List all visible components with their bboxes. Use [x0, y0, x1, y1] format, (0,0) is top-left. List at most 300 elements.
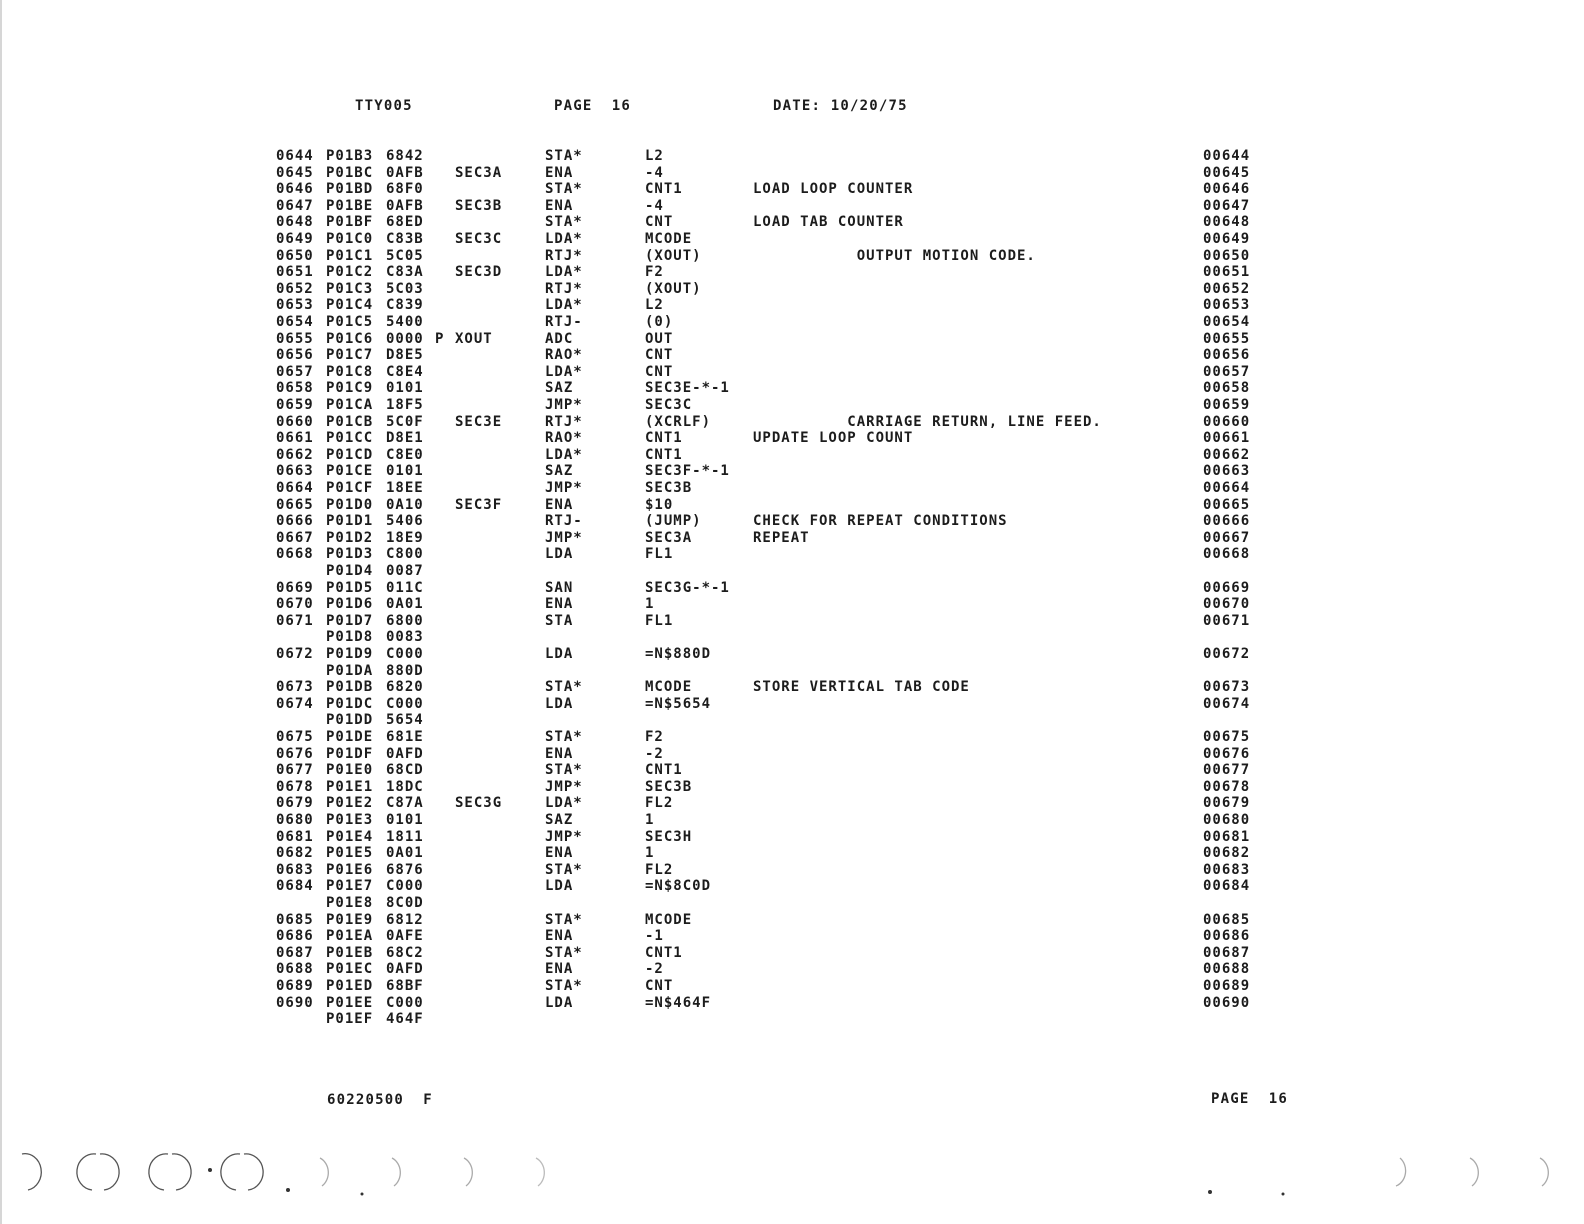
listing-code: 6820 — [386, 679, 424, 696]
listing-addr: P01D9 — [326, 646, 374, 662]
listing-operand: F2 — [645, 729, 664, 745]
listing-line: 0671 — [276, 612, 314, 629]
listing-row — [0, 264, 1584, 281]
listing-row — [0, 563, 1584, 580]
listing-operand: (XOUT) — [645, 280, 702, 297]
listing-op: JMP* — [545, 397, 583, 413]
listing-seq: 00690 — [1203, 994, 1251, 1011]
listing-row — [0, 364, 1584, 381]
listing-code: 0AFB — [386, 197, 424, 214]
header-page: PAGE 16 — [554, 98, 632, 114]
listing-addr: P01C6 — [326, 330, 374, 347]
listing-operand: =N$5654 — [645, 695, 712, 712]
listing-addr: P01E9 — [326, 911, 374, 928]
listing-seq: 00681 — [1203, 828, 1251, 845]
listing-code: C8E4 — [386, 363, 424, 380]
listing-operand: L2 — [645, 297, 664, 314]
listing-label: SEC3A — [455, 164, 503, 181]
listing-operand: -4 — [645, 164, 664, 181]
listing-line: 0655 — [276, 330, 314, 347]
listing-operand: CNT1 — [645, 430, 683, 447]
listing-row — [0, 978, 1584, 995]
listing-operand: MCODE — [645, 679, 693, 696]
listing-row — [0, 945, 1584, 962]
listing-addr: P01E4 — [326, 828, 374, 845]
listing-op: RAO* — [545, 430, 583, 447]
listing-line: 0667 — [276, 529, 314, 546]
listing-op: LDA — [545, 994, 574, 1011]
listing-seq: 00655 — [1203, 330, 1251, 347]
listing-row — [0, 380, 1584, 397]
listing-addr: P01E6 — [326, 861, 374, 878]
listing-line: 0664 — [276, 480, 314, 496]
listing-op: LDA* — [545, 231, 583, 247]
punch-hole-marks — [0, 1140, 1584, 1210]
listing-line: 0653 — [276, 297, 314, 314]
listing-row — [0, 646, 1584, 663]
listing-seq: 00649 — [1203, 231, 1251, 247]
listing-seq: 00679 — [1203, 795, 1251, 812]
listing-line: 0679 — [276, 795, 314, 812]
listing-seq: 00671 — [1203, 612, 1251, 629]
listing-seq: 00647 — [1203, 197, 1251, 214]
listing-code: 0087 — [386, 563, 424, 579]
listing-row — [0, 878, 1584, 895]
listing-operand: FL1 — [645, 612, 674, 629]
listing-op: LDA — [545, 695, 574, 712]
listing-line: 0663 — [276, 463, 314, 480]
listing-seq: 00664 — [1203, 480, 1251, 496]
listing-code: 011C — [386, 579, 424, 596]
listing-comment: OUTPUT MOTION CODE. — [753, 247, 1036, 264]
listing-line: 0654 — [276, 314, 314, 330]
listing-op: ENA — [545, 197, 574, 214]
listing-seq: 00651 — [1203, 264, 1251, 281]
listing-addr: P01D6 — [326, 596, 374, 613]
listing-code: 0AFD — [386, 961, 424, 978]
listing-op: STA* — [545, 679, 583, 696]
listing-code: 0AFD — [386, 745, 424, 762]
listing-code: 880D — [386, 662, 424, 679]
listing-addr: P01D4 — [326, 563, 374, 579]
listing-line: 0677 — [276, 762, 314, 779]
listing-comment: LOAD LOOP COUNTER — [753, 181, 914, 198]
listing-operand: CNT — [645, 363, 674, 380]
listing-seq: 00646 — [1203, 181, 1251, 198]
listing-addr: P01B3 — [326, 148, 374, 164]
listing-seq: 00677 — [1203, 762, 1251, 779]
listing-line: 0666 — [276, 513, 314, 530]
listing-code: C800 — [386, 546, 424, 563]
listing-op: LDA — [545, 878, 574, 895]
listing-code: 0A01 — [386, 845, 424, 862]
listing-code: C000 — [386, 695, 424, 712]
listing-code: 0A10 — [386, 496, 424, 513]
listing-row — [0, 912, 1584, 929]
listing-code: 6842 — [386, 148, 424, 164]
listing-operand: MCODE — [645, 231, 693, 247]
listing-addr: P01CC — [326, 430, 374, 447]
listing-addr: P01BF — [326, 214, 374, 231]
listing-op: STA* — [545, 944, 583, 961]
listing-operand: F2 — [645, 264, 664, 281]
listing-op: JMP* — [545, 778, 583, 795]
listing-operand: SEC3F-*-1 — [645, 463, 730, 480]
listing-row — [0, 530, 1584, 547]
listing-comment: REPEAT — [753, 529, 810, 546]
listing-comment: STORE VERTICAL TAB CODE — [753, 679, 970, 696]
listing-code: C83B — [386, 231, 424, 247]
listing-seq: 00668 — [1203, 546, 1251, 563]
listing-row — [0, 314, 1584, 331]
listing-comment: CHECK FOR REPEAT CONDITIONS — [753, 513, 1008, 530]
listing-line: 0645 — [276, 164, 314, 181]
listing-line: 0659 — [276, 397, 314, 413]
listing-seq: 00653 — [1203, 297, 1251, 314]
listing-operand: CNT — [645, 214, 674, 231]
listing-seq: 00672 — [1203, 646, 1251, 662]
listing-operand: CNT — [645, 347, 674, 364]
listing-seq: 00676 — [1203, 745, 1251, 762]
listing-row — [0, 297, 1584, 314]
listing-label: SEC3B — [455, 197, 503, 214]
listing-row — [0, 214, 1584, 231]
listing-op: RTJ* — [545, 280, 583, 297]
listing-code: C839 — [386, 297, 424, 314]
listing-code: 68C2 — [386, 944, 424, 961]
listing-line: 0649 — [276, 231, 314, 247]
listing-code: 5C03 — [386, 280, 424, 297]
listing-addr: P01C9 — [326, 380, 374, 397]
listing-addr: P01DB — [326, 679, 374, 696]
listing-addr: P01DC — [326, 695, 374, 712]
listing-op: STA* — [545, 181, 583, 198]
listing-operand: (JUMP) — [645, 513, 702, 530]
listing-addr: P01CE — [326, 463, 374, 480]
listing-seq: 00652 — [1203, 280, 1251, 297]
listing-row — [0, 829, 1584, 846]
listing-row — [0, 580, 1584, 597]
listing-op: RTJ* — [545, 413, 583, 430]
listing-operand: CNT1 — [645, 944, 683, 961]
listing-addr: P01E7 — [326, 878, 374, 895]
listing-code: 464F — [386, 1011, 424, 1028]
listing-operand: SEC3G-*-1 — [645, 579, 730, 596]
footer-doc-number: 60220500 F — [327, 1092, 433, 1108]
listing-line: 0651 — [276, 264, 314, 281]
listing-line: 0662 — [276, 446, 314, 463]
listing-line: 0644 — [276, 148, 314, 164]
listing-seq: 00674 — [1203, 695, 1251, 712]
listing-addr: P01D3 — [326, 546, 374, 563]
listing-comment: LOAD TAB COUNTER — [753, 214, 904, 231]
listing-code: 6812 — [386, 911, 424, 928]
listing-line: 0658 — [276, 380, 314, 397]
listing-seq: 00661 — [1203, 430, 1251, 447]
listing-seq: 00660 — [1203, 413, 1251, 430]
listing-op: SAZ — [545, 812, 574, 828]
listing-code: 5400 — [386, 314, 424, 330]
listing-seq: 00682 — [1203, 845, 1251, 862]
listing-addr: P01D8 — [326, 629, 374, 646]
listing-addr: P01C5 — [326, 314, 374, 330]
listing-addr: P01C0 — [326, 231, 374, 247]
listing-code: 0A01 — [386, 596, 424, 613]
listing-code: 18F5 — [386, 397, 424, 413]
listing-operand: 1 — [645, 845, 655, 862]
listing-op: JMP* — [545, 529, 583, 546]
listing-addr: P01DA — [326, 662, 374, 679]
listing-seq: 00654 — [1203, 314, 1251, 330]
listing-code: 5C0F — [386, 413, 424, 430]
listing-code: C8E0 — [386, 446, 424, 463]
listing-addr: P01E3 — [326, 812, 374, 828]
listing-addr: P01CD — [326, 446, 374, 463]
listing-operand: FL2 — [645, 861, 674, 878]
listing-op: ADC — [545, 330, 574, 347]
listing-seq: 00673 — [1203, 679, 1251, 696]
listing-code: 5C05 — [386, 247, 424, 264]
listing-row — [0, 812, 1584, 829]
listing-op: STA* — [545, 148, 583, 164]
listing-line: 0668 — [276, 546, 314, 563]
listing-seq: 00680 — [1203, 812, 1251, 828]
listing-operand: 1 — [645, 812, 655, 828]
listing-addr: P01CB — [326, 413, 374, 430]
listing-row — [0, 845, 1584, 862]
listing-addr: P01DF — [326, 745, 374, 762]
listing-row — [0, 430, 1584, 447]
listing-row — [0, 463, 1584, 480]
listing-line: 0646 — [276, 181, 314, 198]
listing-row — [0, 148, 1584, 165]
listing-row — [0, 181, 1584, 198]
listing-seq: 00650 — [1203, 247, 1251, 264]
listing-addr: P01E8 — [326, 895, 374, 911]
listing-addr: P01EB — [326, 944, 374, 961]
listing-seq: 00657 — [1203, 363, 1251, 380]
listing-seq: 00666 — [1203, 513, 1251, 530]
listing-operand: CNT — [645, 978, 674, 994]
listing-operand: (0) — [645, 314, 674, 330]
listing-row — [0, 281, 1584, 298]
listing-operand: =N$880D — [645, 646, 712, 662]
listing-op: RTJ- — [545, 513, 583, 530]
listing-operand: SEC3H — [645, 828, 693, 845]
listing-row — [0, 663, 1584, 680]
listing-code: 68F0 — [386, 181, 424, 198]
listing-line: 0647 — [276, 197, 314, 214]
listing-row — [0, 480, 1584, 497]
listing-code: 6800 — [386, 612, 424, 629]
listing-op: LDA* — [545, 264, 583, 281]
listing-op: LDA* — [545, 795, 583, 812]
listing-code: 0101 — [386, 463, 424, 480]
listing-row — [0, 961, 1584, 978]
listing-addr: P01C7 — [326, 347, 374, 364]
listing-label: SEC3F — [455, 496, 503, 513]
listing-operand: L2 — [645, 148, 664, 164]
listing-op: SAZ — [545, 380, 574, 397]
listing-row — [0, 497, 1584, 514]
listing-op: ENA — [545, 845, 574, 862]
listing-comment: CARRIAGE RETURN, LINE FEED. — [753, 413, 1102, 430]
listing-seq: 00648 — [1203, 214, 1251, 231]
listing-operand: CNT1 — [645, 762, 683, 779]
listing-seq: 00662 — [1203, 446, 1251, 463]
listing-row — [0, 696, 1584, 713]
listing-addr: P01EC — [326, 961, 374, 978]
listing-line: 0676 — [276, 745, 314, 762]
listing-line: 0648 — [276, 214, 314, 231]
listing-row — [0, 712, 1584, 729]
listing-addr: P01EE — [326, 994, 374, 1011]
listing-code: 68ED — [386, 214, 424, 231]
listing-code: 0101 — [386, 812, 424, 828]
listing-line: 0674 — [276, 695, 314, 712]
listing-code: C000 — [386, 994, 424, 1011]
listing-row — [0, 762, 1584, 779]
listing-seq: 00678 — [1203, 778, 1251, 795]
listing-line: 0656 — [276, 347, 314, 364]
listing-addr: P01EA — [326, 928, 374, 945]
listing-code: C000 — [386, 646, 424, 662]
listing-addr: P01D5 — [326, 579, 374, 596]
listing-code: 0083 — [386, 629, 424, 646]
listing-code: 0000 — [386, 330, 424, 347]
listing-op: JMP* — [545, 828, 583, 845]
listing-op: ENA — [545, 164, 574, 181]
listing-row — [0, 729, 1584, 746]
listing-line: 0678 — [276, 778, 314, 795]
listing-row — [0, 414, 1584, 431]
listing-addr: P01E5 — [326, 845, 374, 862]
listing-addr: P01BD — [326, 181, 374, 198]
listing-addr: P01C2 — [326, 264, 374, 281]
listing-operand: FL2 — [645, 795, 674, 812]
listing-label: SEC3C — [455, 231, 503, 247]
listing-row — [0, 165, 1584, 182]
listing-operand: $10 — [645, 496, 674, 513]
listing-op: ENA — [545, 496, 574, 513]
listing-row — [0, 596, 1584, 613]
listing-code: D8E1 — [386, 430, 424, 447]
listing-operand: (XOUT) — [645, 247, 702, 264]
listing-seq: 00687 — [1203, 944, 1251, 961]
listing-code: 68BF — [386, 978, 424, 994]
listing-op: ENA — [545, 961, 574, 978]
listing-seq: 00686 — [1203, 928, 1251, 945]
listing-op: SAN — [545, 579, 574, 596]
listing-label: XOUT — [455, 330, 493, 347]
listing-row — [0, 995, 1584, 1012]
listing-addr: P01C4 — [326, 297, 374, 314]
listing-line: 0688 — [276, 961, 314, 978]
listing-operand: -2 — [645, 745, 664, 762]
listing-row — [0, 546, 1584, 563]
listing-row — [0, 862, 1584, 879]
listing-op: LDA* — [545, 363, 583, 380]
listing-seq: 00685 — [1203, 911, 1251, 928]
listing-op: LDA — [545, 546, 574, 563]
listing-seq: 00684 — [1203, 878, 1251, 895]
listing-addr: P01C1 — [326, 247, 374, 264]
listing-operand: CNT1 — [645, 446, 683, 463]
listing-op: STA* — [545, 762, 583, 779]
listing-seq: 00667 — [1203, 529, 1251, 546]
listing-addr: P01DE — [326, 729, 374, 745]
listing-row — [0, 613, 1584, 630]
listing-addr: P01CF — [326, 480, 374, 496]
listing-line: 0673 — [276, 679, 314, 696]
listing-seq: 00675 — [1203, 729, 1251, 745]
listing-line: 0690 — [276, 994, 314, 1011]
listing-line: 0657 — [276, 363, 314, 380]
listing-addr: P01DD — [326, 712, 374, 729]
listing-code: 681E — [386, 729, 424, 745]
listing-addr: P01D2 — [326, 529, 374, 546]
listing-code: 18DC — [386, 778, 424, 795]
listing-row — [0, 928, 1584, 945]
listing-line: 0650 — [276, 247, 314, 264]
listing-operand: FL1 — [645, 546, 674, 563]
listing-seq: 00645 — [1203, 164, 1251, 181]
listing-line: 0684 — [276, 878, 314, 895]
listing-code: 5654 — [386, 712, 424, 729]
listing-code: 0101 — [386, 380, 424, 397]
listing-comment: UPDATE LOOP COUNT — [753, 430, 914, 447]
listing-op: STA — [545, 612, 574, 629]
listing-label: SEC3G — [455, 795, 503, 812]
listing-code: C000 — [386, 878, 424, 895]
listing-seq: 00688 — [1203, 961, 1251, 978]
listing-operand: SEC3C — [645, 397, 693, 413]
listing-line: 0675 — [276, 729, 314, 745]
listing-op: RTJ* — [545, 247, 583, 264]
listing-row — [0, 795, 1584, 812]
listing-line: 0682 — [276, 845, 314, 862]
listing-seq: 00665 — [1203, 496, 1251, 513]
header-date: DATE: 10/20/75 — [773, 98, 908, 114]
listing-label: SEC3D — [455, 264, 503, 281]
listing-op: STA* — [545, 911, 583, 928]
listing-row — [0, 513, 1584, 530]
listing-seq: 00669 — [1203, 579, 1251, 596]
listing-seq: 00644 — [1203, 148, 1251, 164]
listing-operand: CNT1 — [645, 181, 683, 198]
listing-operand: SEC3A — [645, 529, 693, 546]
listing-seq: 00689 — [1203, 978, 1251, 994]
listing-label: SEC3E — [455, 413, 503, 430]
listing-op: RAO* — [545, 347, 583, 364]
listing-seq: 00656 — [1203, 347, 1251, 364]
listing-addr: P01ED — [326, 978, 374, 994]
listing-row — [0, 347, 1584, 364]
listing-op: RTJ- — [545, 314, 583, 330]
listing-addr: P01E0 — [326, 762, 374, 779]
listing-addr: P01EF — [326, 1011, 374, 1028]
listing-flag: P — [435, 330, 445, 347]
listing-code: 18EE — [386, 480, 424, 496]
header-program: TTY005 — [355, 98, 413, 114]
listing-line: 0685 — [276, 911, 314, 928]
listing-operand: SEC3E-*-1 — [645, 380, 730, 397]
listing-op: STA* — [545, 214, 583, 231]
listing-line: 0670 — [276, 596, 314, 613]
listing-line: 0665 — [276, 496, 314, 513]
listing-addr: P01E1 — [326, 778, 374, 795]
listing-row — [0, 231, 1584, 248]
